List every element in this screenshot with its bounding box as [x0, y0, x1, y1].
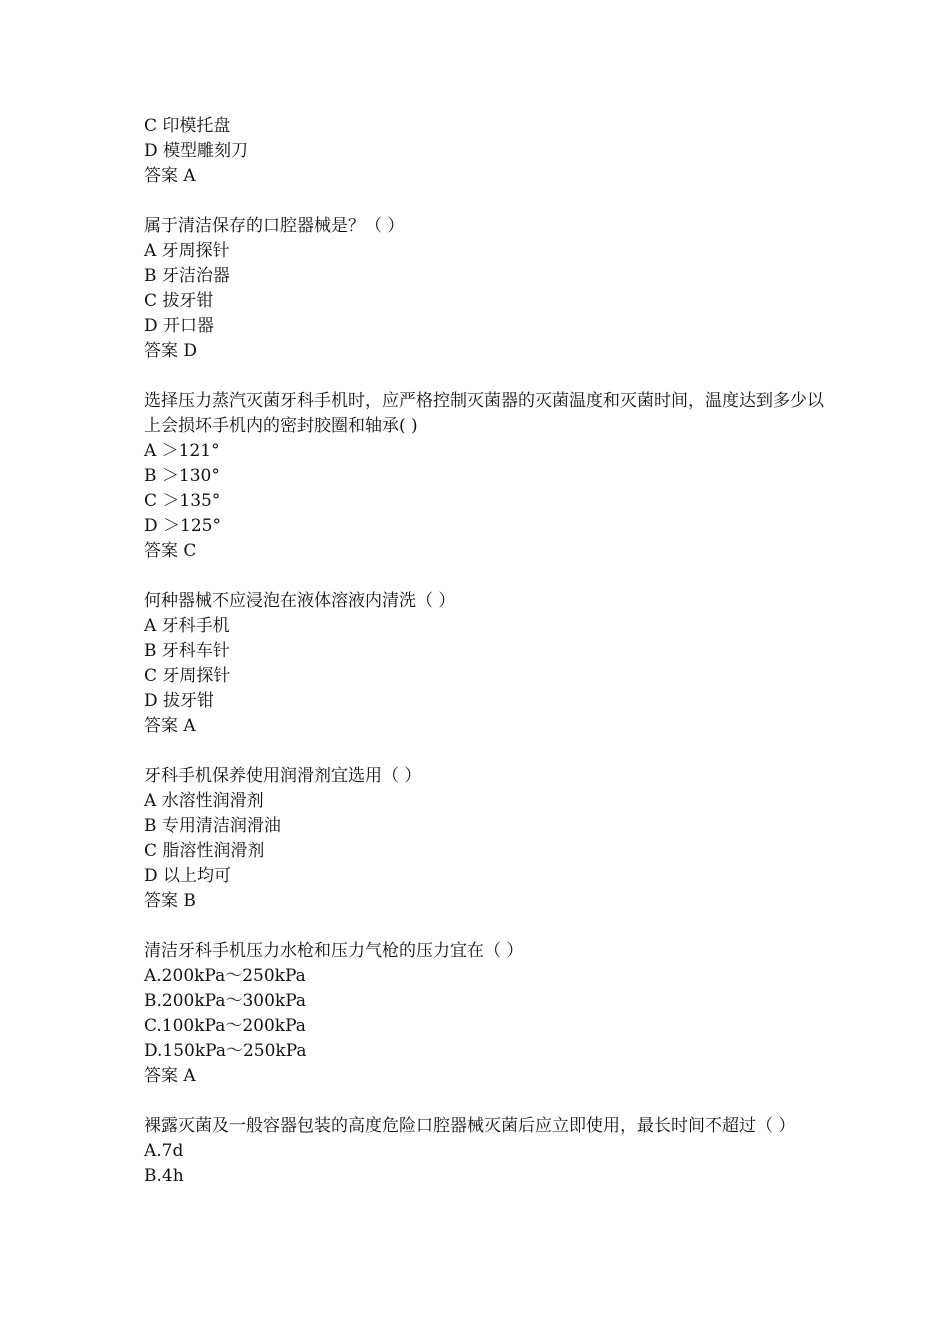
- question-block: [144, 389, 824, 564]
- option-a: A 牙科手机: [144, 616, 230, 636]
- option-a: A 水溶性润滑剂: [144, 791, 264, 811]
- option-a: A 牙周探针: [144, 241, 230, 261]
- question-stem: 属于清洁保存的口腔器械是？（ ）: [144, 216, 405, 236]
- question-block: [144, 1114, 824, 1189]
- option-c: C 印模托盘: [144, 116, 231, 136]
- option-b: B 牙科车针: [144, 641, 230, 661]
- option-c: C 牙周探针: [144, 666, 231, 686]
- option-d: D.150kPa～250kPa: [144, 1041, 307, 1061]
- option-c: C ＞135°: [144, 491, 221, 511]
- option-a: A.200kPa～250kPa: [144, 966, 306, 986]
- question-block: [144, 589, 824, 739]
- option-b: B 专用清洁润滑油: [144, 816, 281, 836]
- option-a: A ＞121°: [144, 441, 220, 461]
- document-page: [144, 114, 824, 1189]
- option-d: D 模型雕刻刀: [144, 141, 249, 161]
- option-d: D ＞125°: [144, 516, 221, 536]
- question-stem: 清洁牙科手机压力水枪和压力气枪的压力宜在（ ）: [144, 941, 524, 961]
- option-b: B 牙洁治器: [144, 266, 230, 286]
- question-stem: 牙科手机保养使用润滑剂宜选用（ ）: [144, 766, 422, 786]
- option-d: D 以上均可: [144, 866, 232, 886]
- question-stem: 选择压力蒸汽灭菌牙科手机时，应严格控制灭菌器的灭菌温度和灭菌时间，温度达到多少以上会损坏手机内的密封胶圈和轴承( ): [144, 391, 824, 436]
- question-fragment: [144, 114, 824, 189]
- option-b: B.200kPa～300kPa: [144, 991, 307, 1011]
- option-b: B ＞130°: [144, 466, 220, 486]
- answer-line: 答案 A: [144, 166, 196, 186]
- answer-line: 答案 A: [144, 1066, 196, 1086]
- question-block: [144, 764, 824, 914]
- answer-line: 答案 D: [144, 341, 198, 361]
- option-d: D 拔牙钳: [144, 691, 215, 711]
- answer-line: 答案 C: [144, 541, 197, 561]
- option-b: B.4h: [144, 1166, 184, 1186]
- option-c: C.100kPa～200kPa: [144, 1016, 306, 1036]
- option-d: D 开口器: [144, 316, 215, 336]
- answer-line: 答案 A: [144, 716, 196, 736]
- answer-line: 答案 B: [144, 891, 196, 911]
- option-c: C 脂溶性润滑剂: [144, 841, 265, 861]
- option-a: A.7d: [144, 1141, 184, 1161]
- question-block: [144, 939, 824, 1089]
- question-stem: 裸露灭菌及一般容器包装的高度危险口腔器械灭菌后应立即使用，最长时间不超过（ ）: [144, 1116, 796, 1136]
- question-block: [144, 214, 824, 364]
- question-stem: 何种器械不应浸泡在液体溶液内清洗（ ）: [144, 591, 456, 611]
- option-c: C 拔牙钳: [144, 291, 214, 311]
